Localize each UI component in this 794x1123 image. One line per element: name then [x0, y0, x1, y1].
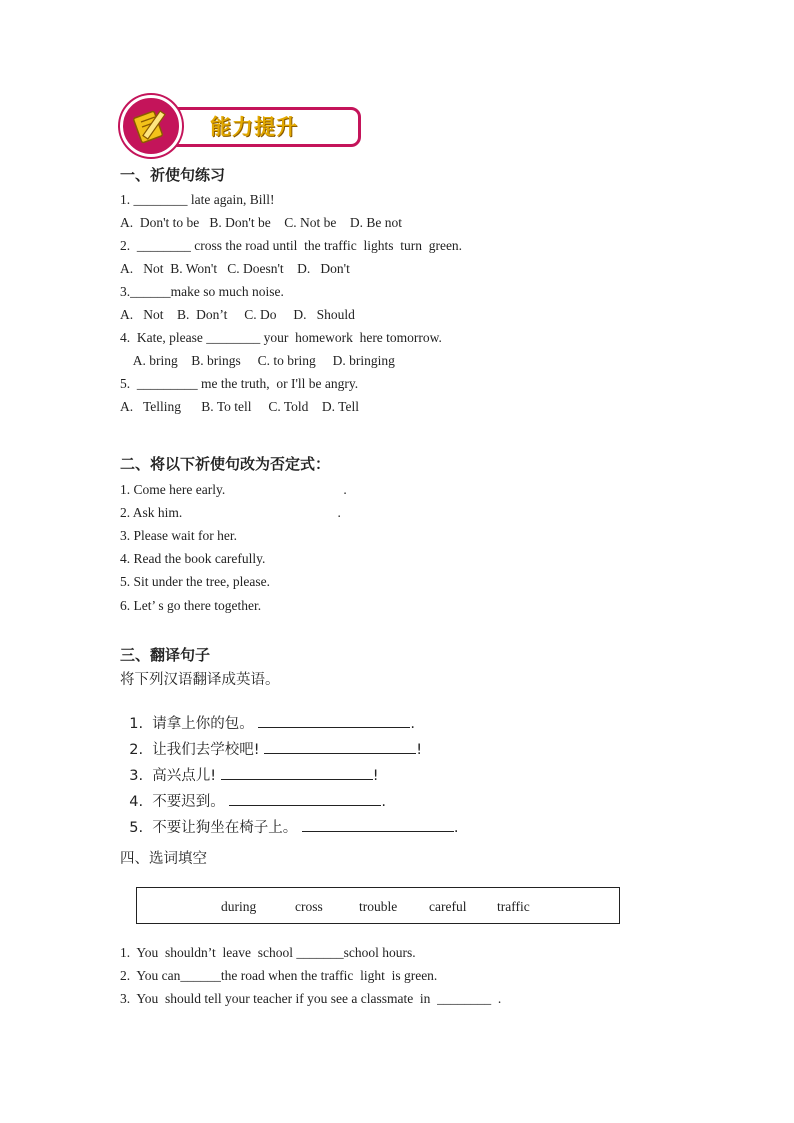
- item-end: !: [372, 768, 379, 784]
- s1-line: A. Don't to be B. Don't be C. Not be D. Be not: [120, 215, 402, 230]
- item-end: .: [410, 716, 415, 732]
- s1-line: 5. _________ me the truth, or I'll be angry.: [120, 376, 359, 391]
- item-end: !: [416, 742, 423, 758]
- s2-line: 2. Ask him. .: [120, 505, 341, 520]
- s2-line: 5. Sit under the tree, please.: [120, 574, 270, 589]
- s4-line: 3. You should tell your teacher if you see a classmate in ________ .: [120, 991, 502, 1006]
- item-number: 4.: [129, 794, 144, 810]
- word-bank-item: trouble: [359, 899, 398, 914]
- item-text: 让我们去学校吧!: [152, 742, 260, 758]
- word-bank-item: cross: [295, 899, 323, 914]
- item-text: 高兴点儿!: [152, 768, 217, 784]
- section4-heading: 四、选词填空: [120, 851, 207, 867]
- s2-line: 6. Let’ s go there together.: [120, 598, 262, 613]
- s1-line: 3.______make so much noise.: [120, 284, 284, 299]
- s1-line: 4. Kate, please ________ your homework here tomorrow.: [120, 330, 442, 345]
- word-bank-item: during: [221, 899, 257, 914]
- item-end: .: [453, 820, 459, 836]
- item-number: 3.: [129, 768, 144, 784]
- item-end: .: [381, 794, 386, 810]
- s2-line: 3. Please wait for her.: [120, 528, 237, 543]
- s1-line: A. Telling B. To tell C. Told D. Tell: [120, 399, 359, 414]
- translate-item: [120, 801, 459, 837]
- s1-line: A. Not B. Won't C. Doesn't D. Don't: [120, 261, 350, 276]
- item-text: 不要迟到。: [152, 794, 225, 810]
- s1-line: A. bring B. brings C. to bring D. bringing: [120, 353, 395, 368]
- section1-heading: 一、祈使句练习: [120, 166, 226, 184]
- item-number: 2.: [129, 742, 144, 758]
- s1-line: 1. ________ late again, Bill!: [120, 192, 275, 207]
- section3-heading: 三、翻译句子: [120, 646, 211, 664]
- item-number: 1.: [129, 716, 144, 732]
- section3-instruction: 将下列汉语翻译成英语。: [120, 672, 280, 688]
- item-text: 请拿上你的包。: [152, 716, 254, 732]
- s4-line: 1. You shouldn’t leave school _______school hours.: [120, 945, 416, 960]
- word-bank-box: [136, 887, 620, 924]
- banner-title: 能力提升: [210, 115, 298, 139]
- s1-line: A. Not B. Don’t C. Do D. Should: [120, 307, 355, 322]
- item-text: 不要让狗坐在椅子上。: [152, 820, 298, 836]
- item-number: 5.: [129, 820, 144, 836]
- s2-line: 4. Read the book carefully.: [120, 551, 266, 566]
- banner-badge: [120, 95, 182, 157]
- answer-blank[interactable]: [302, 819, 454, 832]
- s1-line: 2. ________ cross the road until the traffic lights turn green.: [120, 238, 463, 253]
- s4-line: 2. You can______the road when the traffic light is green.: [120, 968, 438, 983]
- section-banner: [120, 95, 360, 157]
- word-bank-item: careful: [429, 899, 467, 914]
- word-bank-item: traffic: [497, 899, 530, 914]
- s2-line: 1. Come here early. .: [120, 482, 347, 497]
- pencil-book-icon: [129, 104, 173, 148]
- section2-heading: 二、将以下祈使句改为否定式：: [120, 455, 331, 473]
